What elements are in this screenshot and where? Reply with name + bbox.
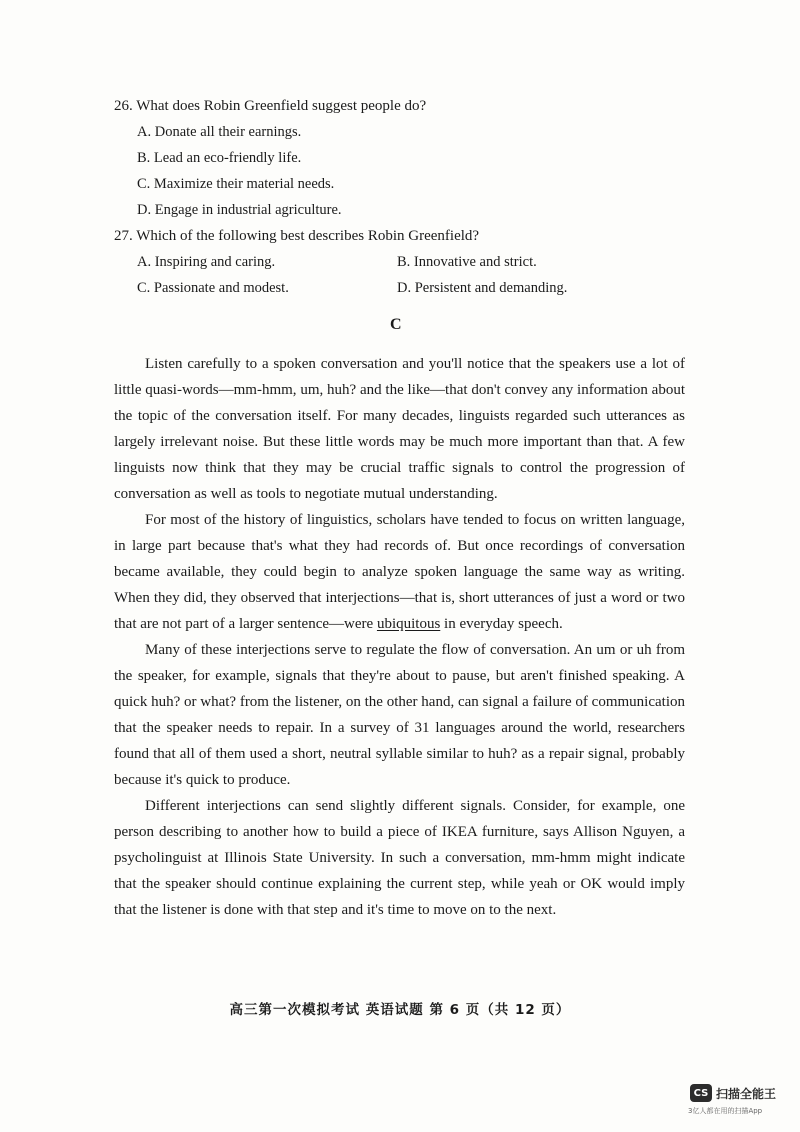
question-27-option-b: B. Innovative and strict. <box>397 254 537 270</box>
reading-passage <box>114 351 685 923</box>
paragraph-4: Different interjections can send slightly different signals. Consider, for example, one person describing to another how to build a piece of IKEA furniture, says Allison Nguyen, a psycholinguist at Illinois State University. In such a conversation, mm-hmm might indicate that the speaker should continue explaining the current step, while yeah or OK would imply that the listener is done with that step and it's time to move on to the next. <box>114 798 685 918</box>
question-26-option-d: D. Engage in industrial agriculture. <box>137 202 342 218</box>
question-26-option-c: C. Maximize their material needs. <box>137 176 335 192</box>
question-27-option-c: C. Passionate and modest. <box>137 280 289 296</box>
section-heading: C <box>390 316 402 333</box>
paragraph-2-text-end: in everyday speech. <box>440 616 563 632</box>
page-footer: 高三第一次模拟考试 英语试题 第 6 页（共 12 页） <box>229 1002 571 1018</box>
paragraph-3: Many of these interjections serve to regulate the flow of conversation. An um or uh from the speaker, for example, signals that they're about to pause, but aren't finished speaking. A quick huh? or what? from the listener, on the other hand, can signal a failure of communication that the speaker needs to repair. In a survey of 31 languages around the world, researchers found that all of them used a short, neutral syllable similar to huh? as a repair signal, probably because it's quick to produce. <box>114 642 685 788</box>
paragraph-2-text: For most of the history of linguistics, scholars have tended to focus on written language, in large part because that's what they had records of. But once recordings of conversation became available, they could begin to analyze spoken language the same way as writing. When they did, they observed that interjections—that is, short utterances of just a word or two that are not part of a larger sentence—were <box>114 512 685 632</box>
question-26-option-a: A. Donate all their earnings. <box>137 124 302 140</box>
question-27-option-d: D. Persistent and demanding. <box>397 280 568 296</box>
question-26-option-b: B. Lead an eco-friendly life. <box>137 150 302 166</box>
question-27-option-a: A. Inspiring and caring. <box>137 254 276 270</box>
underlined-word: ubiquitous <box>376 616 441 632</box>
scanner-watermark-logo <box>690 1084 776 1102</box>
question-26-stem: 26. What does Robin Greenfield suggest people do? <box>114 98 427 114</box>
watermark-tagline: 3亿人都在用的扫描App <box>688 1107 763 1115</box>
paragraph-2 <box>114 507 685 637</box>
question-27-stem: 27. Which of the following best describes Robin Greenfield? <box>114 228 480 244</box>
paragraph-1: Listen carefully to a spoken conversation and you'll notice that the speakers use a lot of little quasi-words—mm-hmm, um, huh? and the like—that don't convey any information about the topic of the conversation itself. For many decades, linguists regarded such utterances as largely irrelevant noise. But these little words may be much more important than that. A few linguists now think that they may be crucial traffic signals to control the progression of conversation as well as tools to negotiate mutual understanding. <box>114 356 685 502</box>
camscanner-icon: CS <box>690 1084 712 1102</box>
watermark-name: 扫描全能王 <box>716 1086 777 1101</box>
